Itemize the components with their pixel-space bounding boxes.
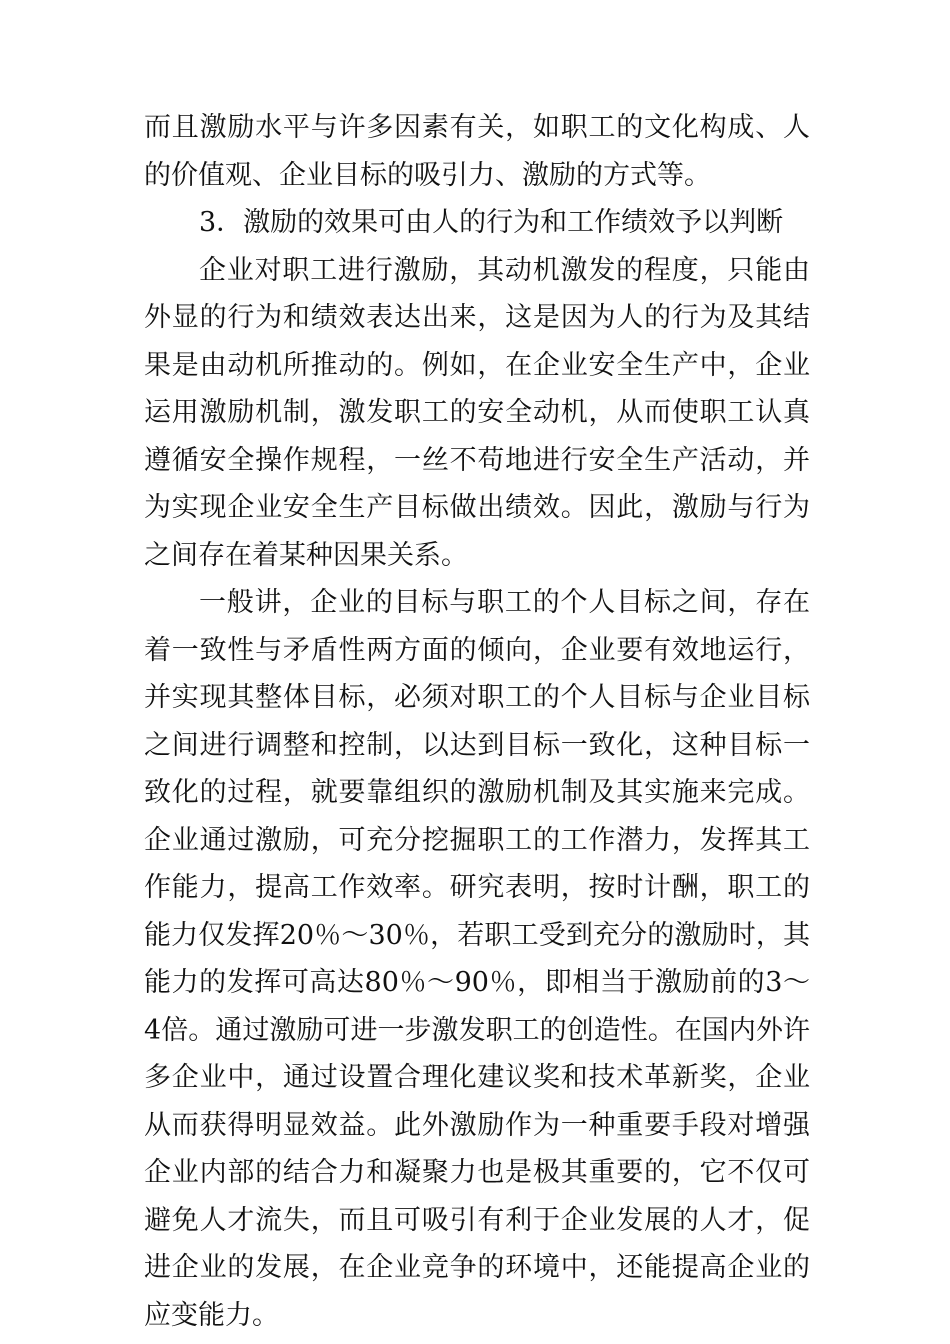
paragraph-incentive-behavior: 企业对职工进行激励，其动机激发的程度，只能由外显的行为和绩效表达出来，这是因为人的行为及其结果是由动机所推动的。例如，在企业安全生产中，企业运用激励机制，激发职工的安全动机，从而使职工认真遵循安全操作规程，一丝不苟地进行安全生产活动，并为实现企业安全生产目标做出绩效。因此，激励与行为之间存在着某种因果关系。	[144, 254, 810, 571]
document-page	[144, 104, 810, 1339]
section-heading: 3．激励的效果可由人的行为和工作绩效予以判断	[199, 207, 784, 238]
paragraph-goal-alignment: 一般讲，企业的目标与职工的个人目标之间，存在着一致性与矛盾性两方面的倾向，企业要有效地运行，并实现其整体目标，必须对职工的个人目标与企业目标之间进行调整和控制，以达到目标一致化，这种目标一致化的过程，就要靠组织的激励机制及其实施来完成。企业通过激励，可充分挖掘职工的工作潜力，发挥其工作能力，提高工作效率。研究表明，按时计酬，职工的能力仅发挥20％～30％，若职工受到充分的激励时，其能力的发挥可高达80％～90％，即相当于激励前的3～4倍。通过激励可进一步激发职工的创造性。在国内外许多企业中，通过设置合理化建议奖和技术革新奖，企业从而获得明显效益。此外激励作为一种重要手段对增强企业内部的结合力和凝聚力也是极其重要的，它不仅可避免人才流失，而且可吸引有利于企业发展的人才，促进企业的发展，在企业竞争的环境中，还能提高企业的应变能力。	[144, 587, 810, 1331]
paragraph-continuation: 而且激励水平与许多因素有关，如职工的文化构成、人的价值观、企业目标的吸引力、激励的方式等。	[144, 112, 810, 191]
